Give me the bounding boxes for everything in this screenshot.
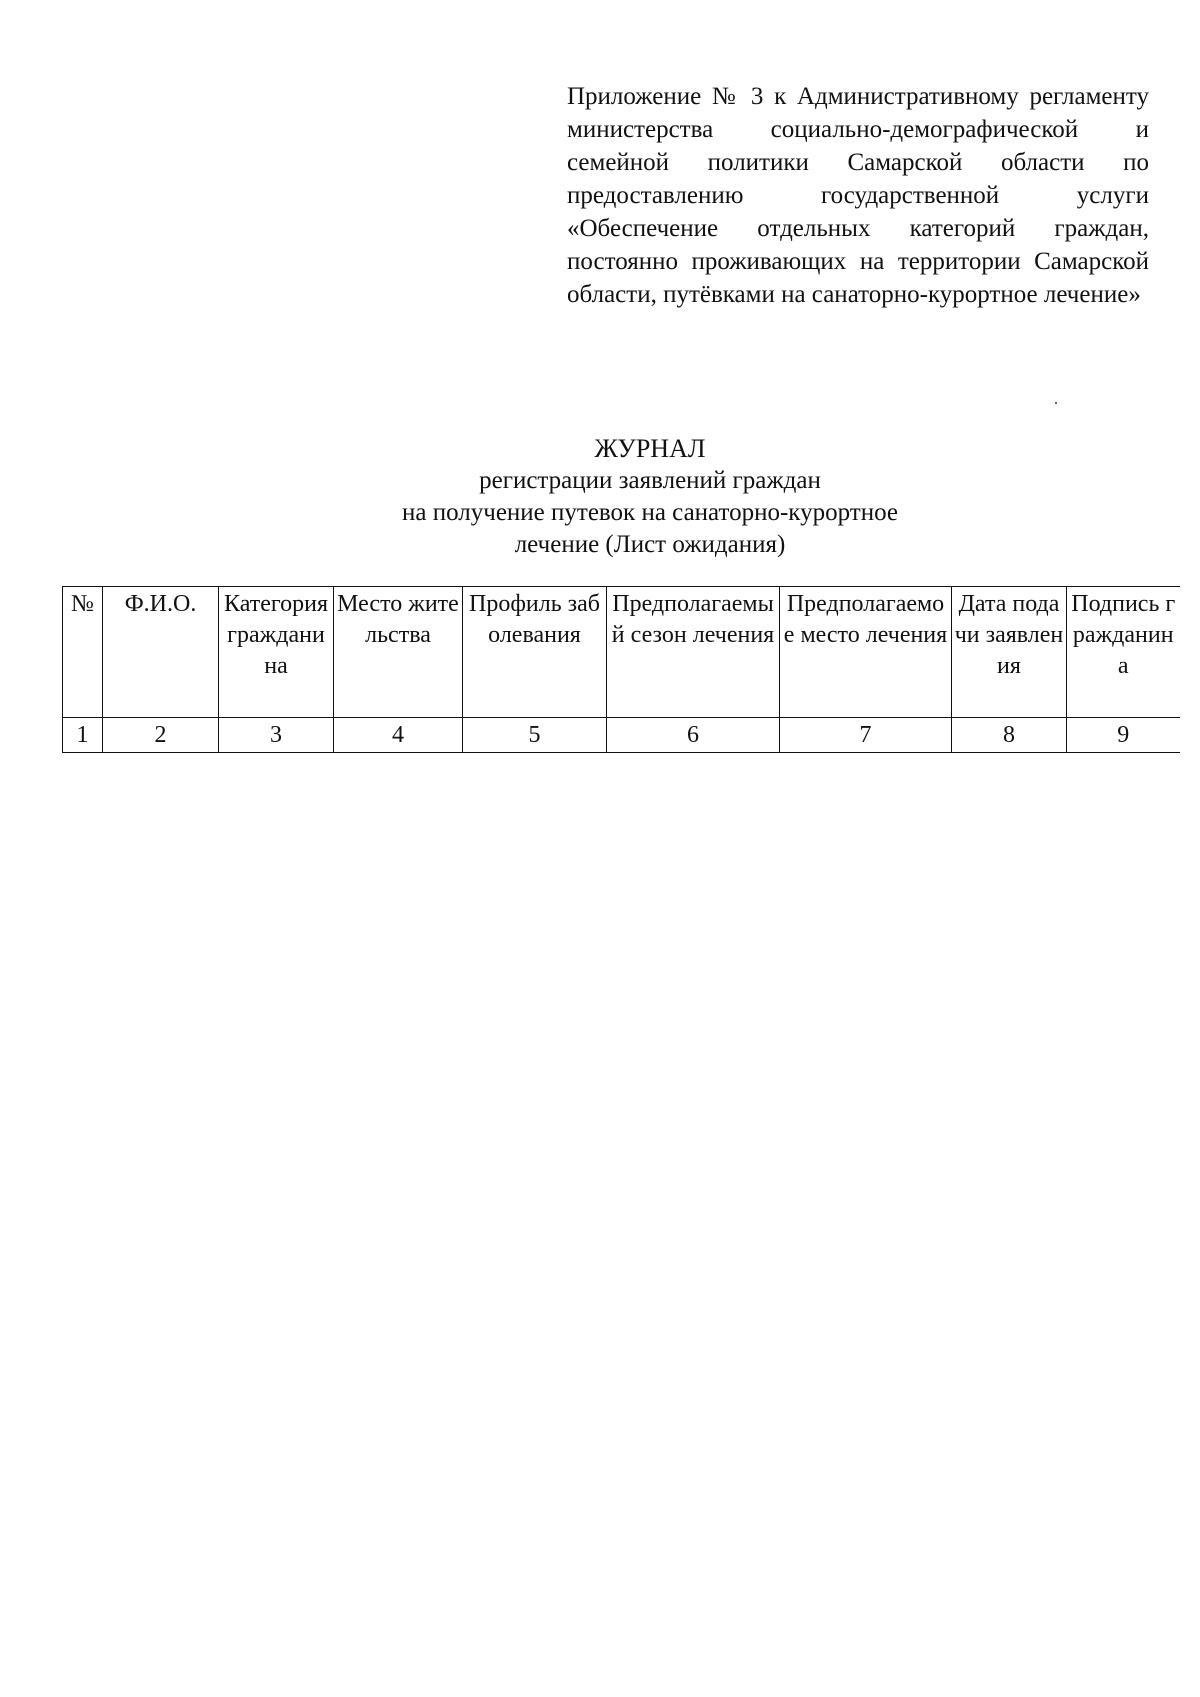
registration-journal-table	[62, 586, 1180, 753]
column-number-cell: 4	[334, 718, 463, 753]
scan-speck	[1055, 402, 1057, 404]
header-cell-application-date: Дата подачи заявления	[952, 587, 1067, 718]
column-number-cell: 3	[219, 718, 334, 753]
column-number-cell: 9	[1067, 718, 1180, 753]
column-number-cell: 6	[607, 718, 780, 753]
header-cell-expected-place: Предполагаемое место лечения	[780, 587, 952, 718]
header-cell-number: №	[63, 587, 103, 718]
column-number-cell: 5	[463, 718, 607, 753]
journal-title: ЖУРНАЛ	[594, 434, 706, 463]
column-number-cell: 2	[103, 718, 219, 753]
table-row	[63, 718, 1180, 753]
journal-subtitle-line-3: лечение (Лист ожидания)	[514, 531, 786, 558]
header-cell-category: Категория гражданина	[219, 587, 334, 718]
journal-subtitle-line-1: регистрации заявлений граждан	[479, 467, 821, 494]
header-cell-residence: Место жительства	[334, 587, 463, 718]
journal-subtitle-line-2: на получение путевок на санаторно-курортное	[402, 499, 898, 526]
header-cell-disease-profile: Профиль заболевания	[463, 587, 607, 718]
column-number-cell: 8	[952, 718, 1067, 753]
document-heading	[300, 433, 1000, 561]
header-cell-full-name: Ф.И.О.	[103, 587, 219, 718]
header-cell-signature: Подпись гражданина	[1067, 587, 1180, 718]
header-cell-expected-season: Предполагаемый сезон лечения	[607, 587, 780, 718]
column-number-cell: 1	[63, 718, 103, 753]
appendix-note: Приложение № 3 к Административному регламенту министерства социально-демографической и семейной политики Самарской области по предоставлению государственной услуги «Обеспечение отдельных категорий граждан, постоянно проживающих на территории Самарской области, путёвками на санаторно-курортное лечение»	[567, 83, 1149, 308]
table-header-row	[63, 587, 1180, 718]
column-number-cell: 7	[780, 718, 952, 753]
